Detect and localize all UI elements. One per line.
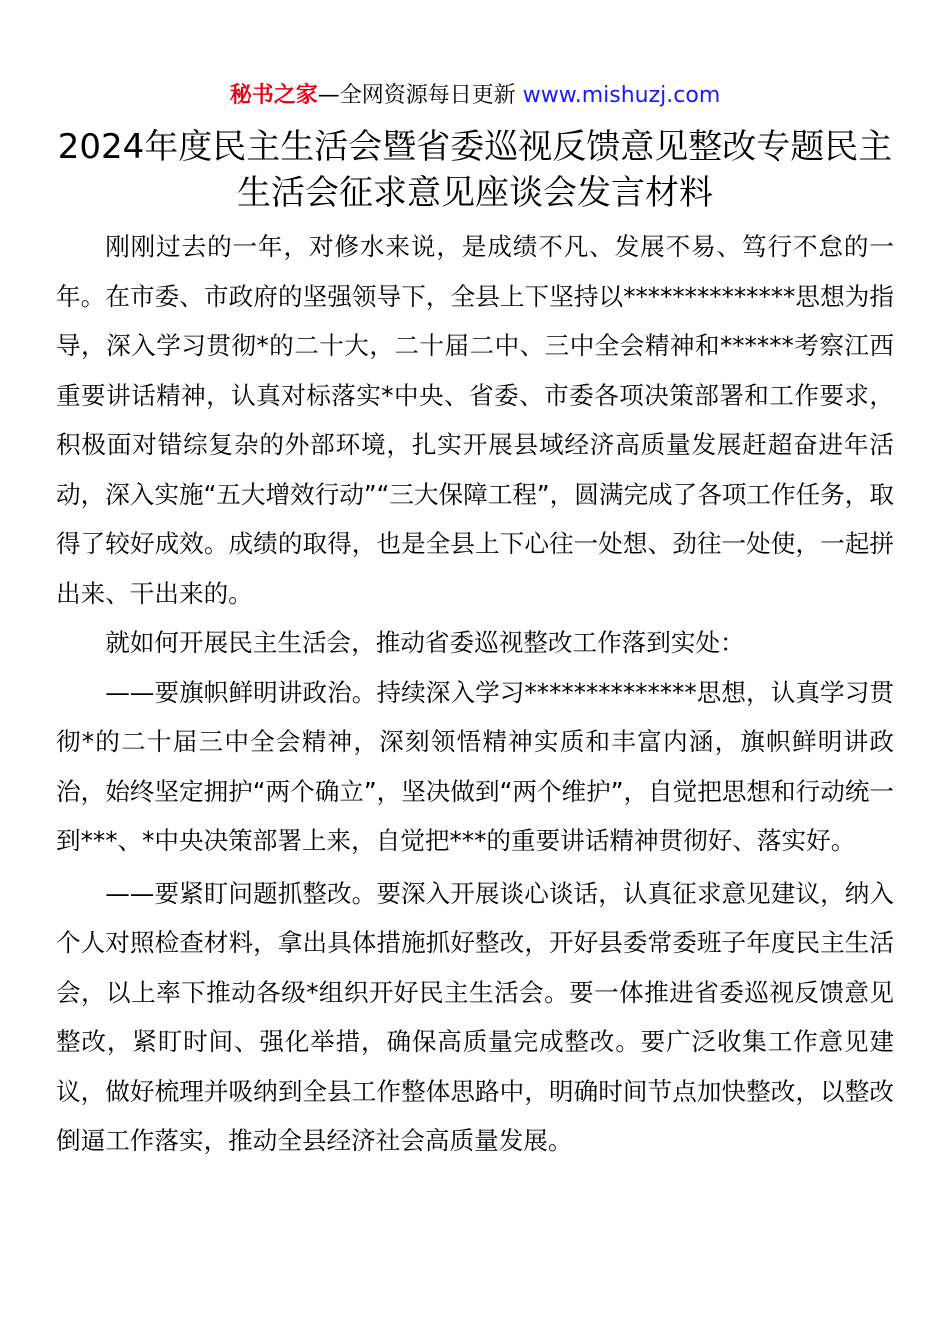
paragraph-intro: 刚刚过去的一年，对修水来说，是成绩不凡、发展不易、笃行不怠的一年。在市委、市政府的坚强领导下，全县上下坚持以**************思想为指导，深入学习贯彻*的二十大，二十届二中、三中全会精神和******考察江西重要讲话精神，认真对标落实*中央、省委、市委各项决策部署和工作要求，积极面对错综复杂的外部环境，扎实开展县域经济高质量发展赶超奋进年活动，深入实施“五大增效行动”“三大保障工程”，圆满完成了各项工作任务，取得了较好成效。成绩的取得，也是全县上下心往一处想、劲往一处使，一起拼出来、干出来的。 — [56, 232, 894, 608]
banner-brand: 秘书之家 — [229, 83, 318, 108]
paragraph-question: 就如何开展民主生活会，推动省委巡视整改工作落到实处： — [105, 628, 745, 657]
document-title: 2024年度民主生活会暨省委巡视反馈意见整改专题民主生活会征求意见座谈会发言材料 — [57, 127, 893, 213]
header-banner — [0, 80, 950, 112]
paragraph-rectification: ——要紧盯问题抓整改。要深入开展谈心谈话，认真征求意见建议，纳入个人对照检查材料，拿出具体措施抓好整改，开好县委常委班子年度民主生活会，以上率下推动各级*组织开好民主生活会。要一体推进省委巡视反馈意见整改，紧盯时间、强化举措，确保高质量完成整改。要广泛收集工作意见建议，做好梳理并吸纳到全县工作整体思路中，明确时间节点加快整改，以整改倒逼工作落实，推动全县经济社会高质量发展。 — [56, 878, 894, 1155]
banner-tagline: —全网资源每日更新 — [317, 83, 523, 108]
document-body — [56, 222, 894, 1166]
banner-url-link[interactable]: www.mishuzj.com — [522, 83, 721, 108]
paragraph-politics: ——要旗帜鲜明讲政治。持续深入学习**************思想，认真学习贯彻*的二十届三中全会精神，深刻领悟精神实质和丰富内涵，旗帜鲜明讲政治，始终坚定拥护“两个确立”，坚决做到“两个维护”，自觉把思想和行动统一到***、*中央决策部署上来，自觉把***的重要讲话精神贯彻好、落实好。 — [56, 677, 894, 855]
